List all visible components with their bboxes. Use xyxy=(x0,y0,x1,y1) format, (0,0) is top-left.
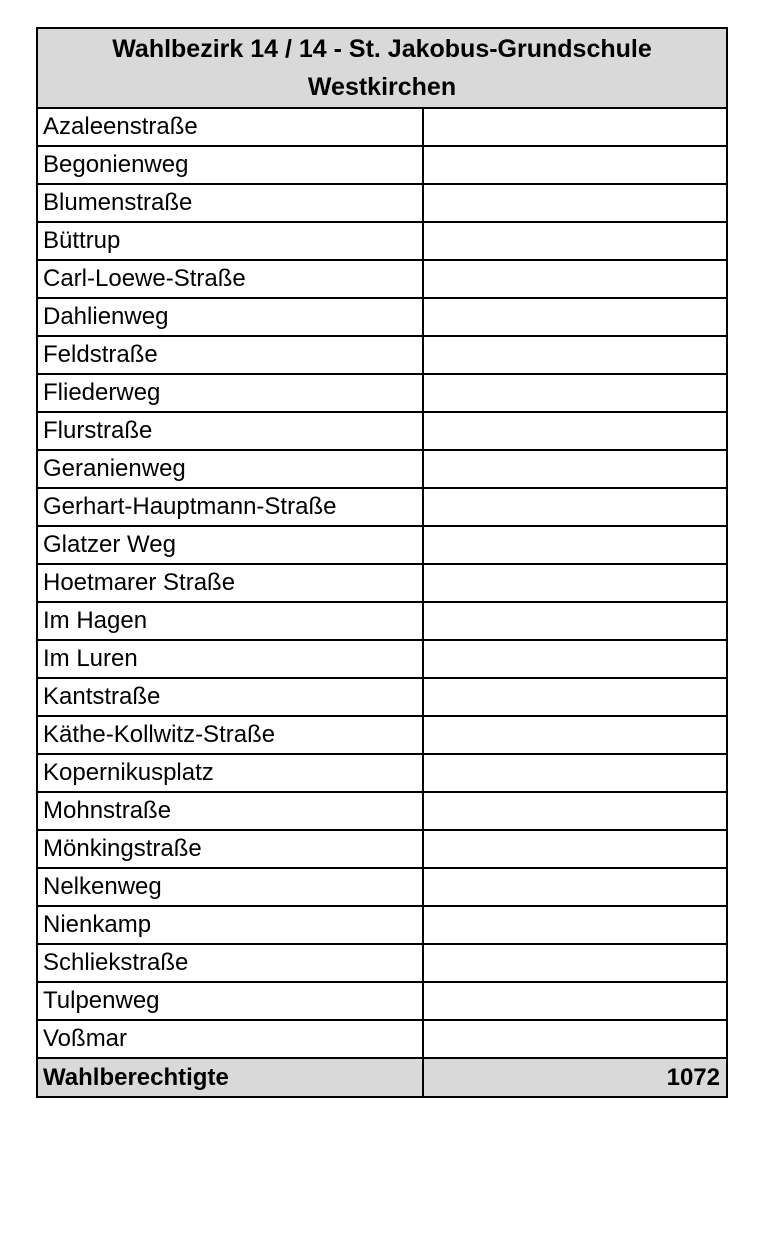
table-row xyxy=(37,488,727,526)
table-row xyxy=(37,184,727,222)
street-name-cell: Büttrup xyxy=(37,222,423,260)
street-value-cell xyxy=(423,222,727,260)
street-name-cell: Im Hagen xyxy=(37,602,423,640)
street-value-cell xyxy=(423,944,727,982)
table-row xyxy=(37,868,727,906)
total-label: Wahlberechtigte xyxy=(37,1058,423,1097)
street-value-cell xyxy=(423,792,727,830)
table-row xyxy=(37,1020,727,1058)
table-row xyxy=(37,146,727,184)
street-value-cell xyxy=(423,640,727,678)
table-row xyxy=(37,716,727,754)
street-value-cell xyxy=(423,1020,727,1058)
street-value-cell xyxy=(423,260,727,298)
table-row xyxy=(37,108,727,146)
street-name-cell: Kantstraße xyxy=(37,678,423,716)
street-name-cell: Blumenstraße xyxy=(37,184,423,222)
street-value-cell xyxy=(423,754,727,792)
table-row xyxy=(37,222,727,260)
street-value-cell xyxy=(423,678,727,716)
street-name-cell: Glatzer Weg xyxy=(37,526,423,564)
street-value-cell xyxy=(423,526,727,564)
table-row xyxy=(37,526,727,564)
street-value-cell xyxy=(423,184,727,222)
street-name-cell: Nelkenweg xyxy=(37,868,423,906)
street-value-cell xyxy=(423,298,727,336)
table-row xyxy=(37,944,727,982)
street-value-cell xyxy=(423,488,727,526)
title-row xyxy=(37,28,727,108)
title-line-1: Wahlbezirk 14 / 14 - St. Jakobus-Grundschule xyxy=(112,35,652,63)
table-row xyxy=(37,982,727,1020)
street-value-cell xyxy=(423,906,727,944)
street-name-cell: Mohnstraße xyxy=(37,792,423,830)
street-value-cell xyxy=(423,602,727,640)
street-name-cell: Schliekstraße xyxy=(37,944,423,982)
street-value-cell xyxy=(423,564,727,602)
table-row xyxy=(37,450,727,488)
street-name-cell: Kopernikusplatz xyxy=(37,754,423,792)
street-name-cell: Mönkingstraße xyxy=(37,830,423,868)
street-name-cell: Käthe-Kollwitz-Straße xyxy=(37,716,423,754)
total-value: 1072 xyxy=(423,1058,727,1097)
street-name-cell: Begonienweg xyxy=(37,146,423,184)
table-row xyxy=(37,678,727,716)
street-value-cell xyxy=(423,868,727,906)
street-value-cell xyxy=(423,374,727,412)
table-row xyxy=(37,640,727,678)
street-value-cell xyxy=(423,716,727,754)
street-name-cell: Azaleenstraße xyxy=(37,108,423,146)
street-name-cell: Voßmar xyxy=(37,1020,423,1058)
street-value-cell xyxy=(423,146,727,184)
table-row xyxy=(37,754,727,792)
street-value-cell xyxy=(423,336,727,374)
street-value-cell xyxy=(423,830,727,868)
table-row xyxy=(37,564,727,602)
street-name-cell: Flurstraße xyxy=(37,412,423,450)
table-row xyxy=(37,374,727,412)
table-row xyxy=(37,906,727,944)
street-value-cell xyxy=(423,450,727,488)
street-value-cell xyxy=(423,982,727,1020)
table-row xyxy=(37,336,727,374)
street-name-cell: Carl-Loewe-Straße xyxy=(37,260,423,298)
table-row xyxy=(37,830,727,868)
polling-district-table xyxy=(36,27,728,1098)
street-name-cell: Geranienweg xyxy=(37,450,423,488)
street-value-cell xyxy=(423,412,727,450)
street-name-cell: Fliederweg xyxy=(37,374,423,412)
total-row xyxy=(37,1058,727,1097)
street-value-cell xyxy=(423,108,727,146)
table-row xyxy=(37,298,727,336)
table-title xyxy=(37,28,727,108)
street-name-cell: Nienkamp xyxy=(37,906,423,944)
table-row xyxy=(37,602,727,640)
title-line-2: Westkirchen xyxy=(307,73,457,101)
street-name-cell: Hoetmarer Straße xyxy=(37,564,423,602)
table-row xyxy=(37,260,727,298)
street-name-cell: Feldstraße xyxy=(37,336,423,374)
street-name-cell: Im Luren xyxy=(37,640,423,678)
table-row xyxy=(37,792,727,830)
table-row xyxy=(37,412,727,450)
street-name-cell: Gerhart-Hauptmann-Straße xyxy=(37,488,423,526)
street-name-cell: Tulpenweg xyxy=(37,982,423,1020)
street-name-cell: Dahlienweg xyxy=(37,298,423,336)
